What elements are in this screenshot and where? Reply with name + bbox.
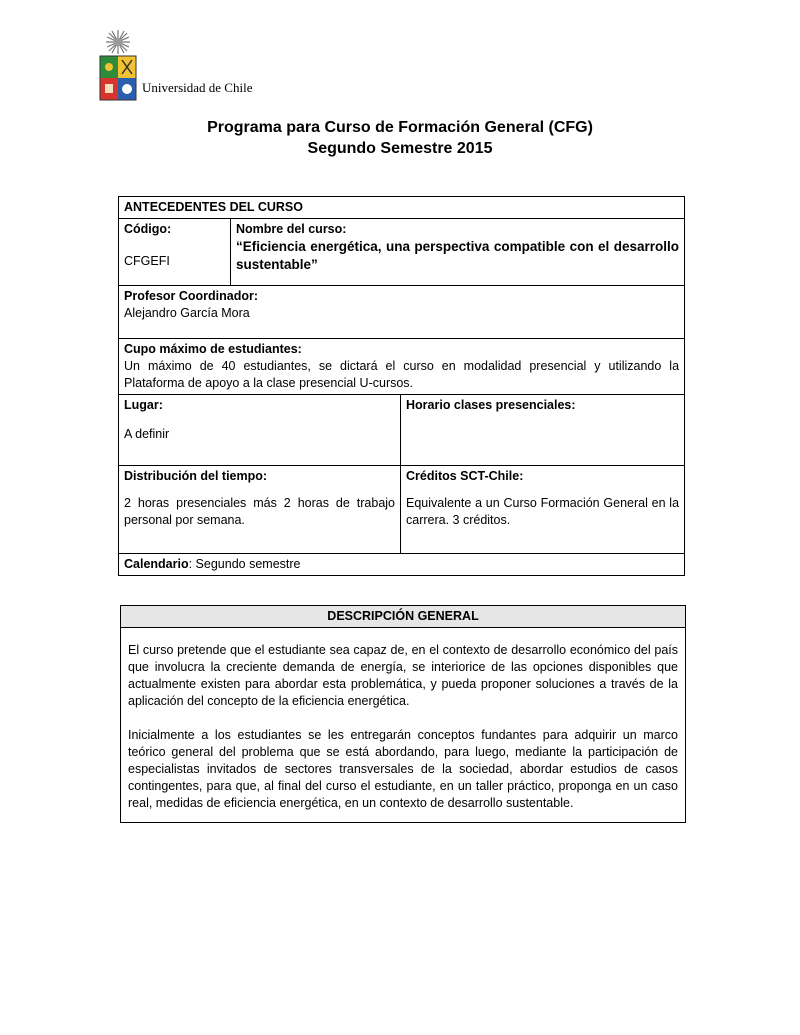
descripcion-paragraph-1: El curso pretende que el estudiante sea capaz de, en el contexto de desarrollo económico del país que involucra la creciente demanda de energía, se interiorice de las opciones disponibles que actualmente existen para abordar esta problemática, y pueda proponer soluciones a través de la aplicación del concepto de la eficiencia energética. <box>128 643 678 708</box>
cupo-value: Un máximo de 40 estudiantes, se dictará el curso en modalidad presencial y utilizando la Plataforma de apoyo a la clase presencial U-cursos. <box>124 359 680 390</box>
codigo-label: Código: <box>124 222 172 236</box>
document-title <box>0 117 800 159</box>
cupo-label: Cupo máximo de estudiantes: <box>124 342 302 356</box>
descripcion-paragraph-2: Inicialmente a los estudiantes se les entregarán conceptos fundantes para adquirir un marco teórico general del problema que se está abordando, para luego, mediante la participación de especialistas invitados de sectores transversales de la sociedad, abordar estudios de casos contingentes, para que, al final del curso el estudiante, en un taller práctico, proponga en un caso real, medidas de eficiencia energética, en un contexto de desarrollo sustentable. <box>128 728 678 810</box>
nombre-label: Nombre del curso: <box>236 222 347 236</box>
calendario-cell <box>119 554 685 576</box>
lugar-cell <box>119 395 401 466</box>
horario-cell <box>401 395 685 466</box>
antecedentes-header: ANTECEDENTES DEL CURSO <box>119 197 685 219</box>
university-name: Universidad de Chile <box>142 80 253 95</box>
codigo-cell <box>119 219 231 286</box>
profesor-value: Alejandro García Mora <box>124 306 250 320</box>
antecedentes-table <box>118 196 685 576</box>
nombre-cell <box>231 219 685 286</box>
title-line-1: Programa para Curso de Formación General (CFG) <box>207 119 593 136</box>
calendario-label: Calendario <box>124 557 189 571</box>
title-line-2: Segundo Semestre 2015 <box>307 140 493 157</box>
lugar-label: Lugar: <box>124 398 163 412</box>
calendario-value: : Segundo semestre <box>188 557 301 571</box>
profesor-label: Profesor Coordinador: <box>124 289 259 303</box>
descripcion-table <box>120 605 686 823</box>
distribucion-label: Distribución del tiempo: <box>124 469 268 483</box>
cupo-cell <box>119 339 685 395</box>
codigo-value: CFGEFI <box>124 254 170 268</box>
lugar-value: A definir <box>124 427 170 441</box>
distribucion-value: 2 horas presenciales más 2 horas de trabajo personal por semana. <box>124 496 395 527</box>
creditos-value: Equivalente a un Curso Formación General en la carrera. 3 créditos. <box>406 496 680 527</box>
profesor-cell <box>119 286 685 339</box>
descripcion-header: DESCRIPCIÓN GENERAL <box>121 606 686 628</box>
descripcion-body <box>121 628 686 823</box>
distribucion-cell <box>119 466 401 554</box>
nombre-value: “Eficiencia energética, una perspectiva compatible con el desarrollo sustentable” <box>236 239 680 272</box>
creditos-label: Créditos SCT-Chile: <box>406 469 524 483</box>
university-logo <box>98 28 138 102</box>
creditos-cell <box>401 466 685 554</box>
university-crest-icon <box>98 28 138 102</box>
horario-label: Horario clases presenciales: <box>406 398 576 412</box>
